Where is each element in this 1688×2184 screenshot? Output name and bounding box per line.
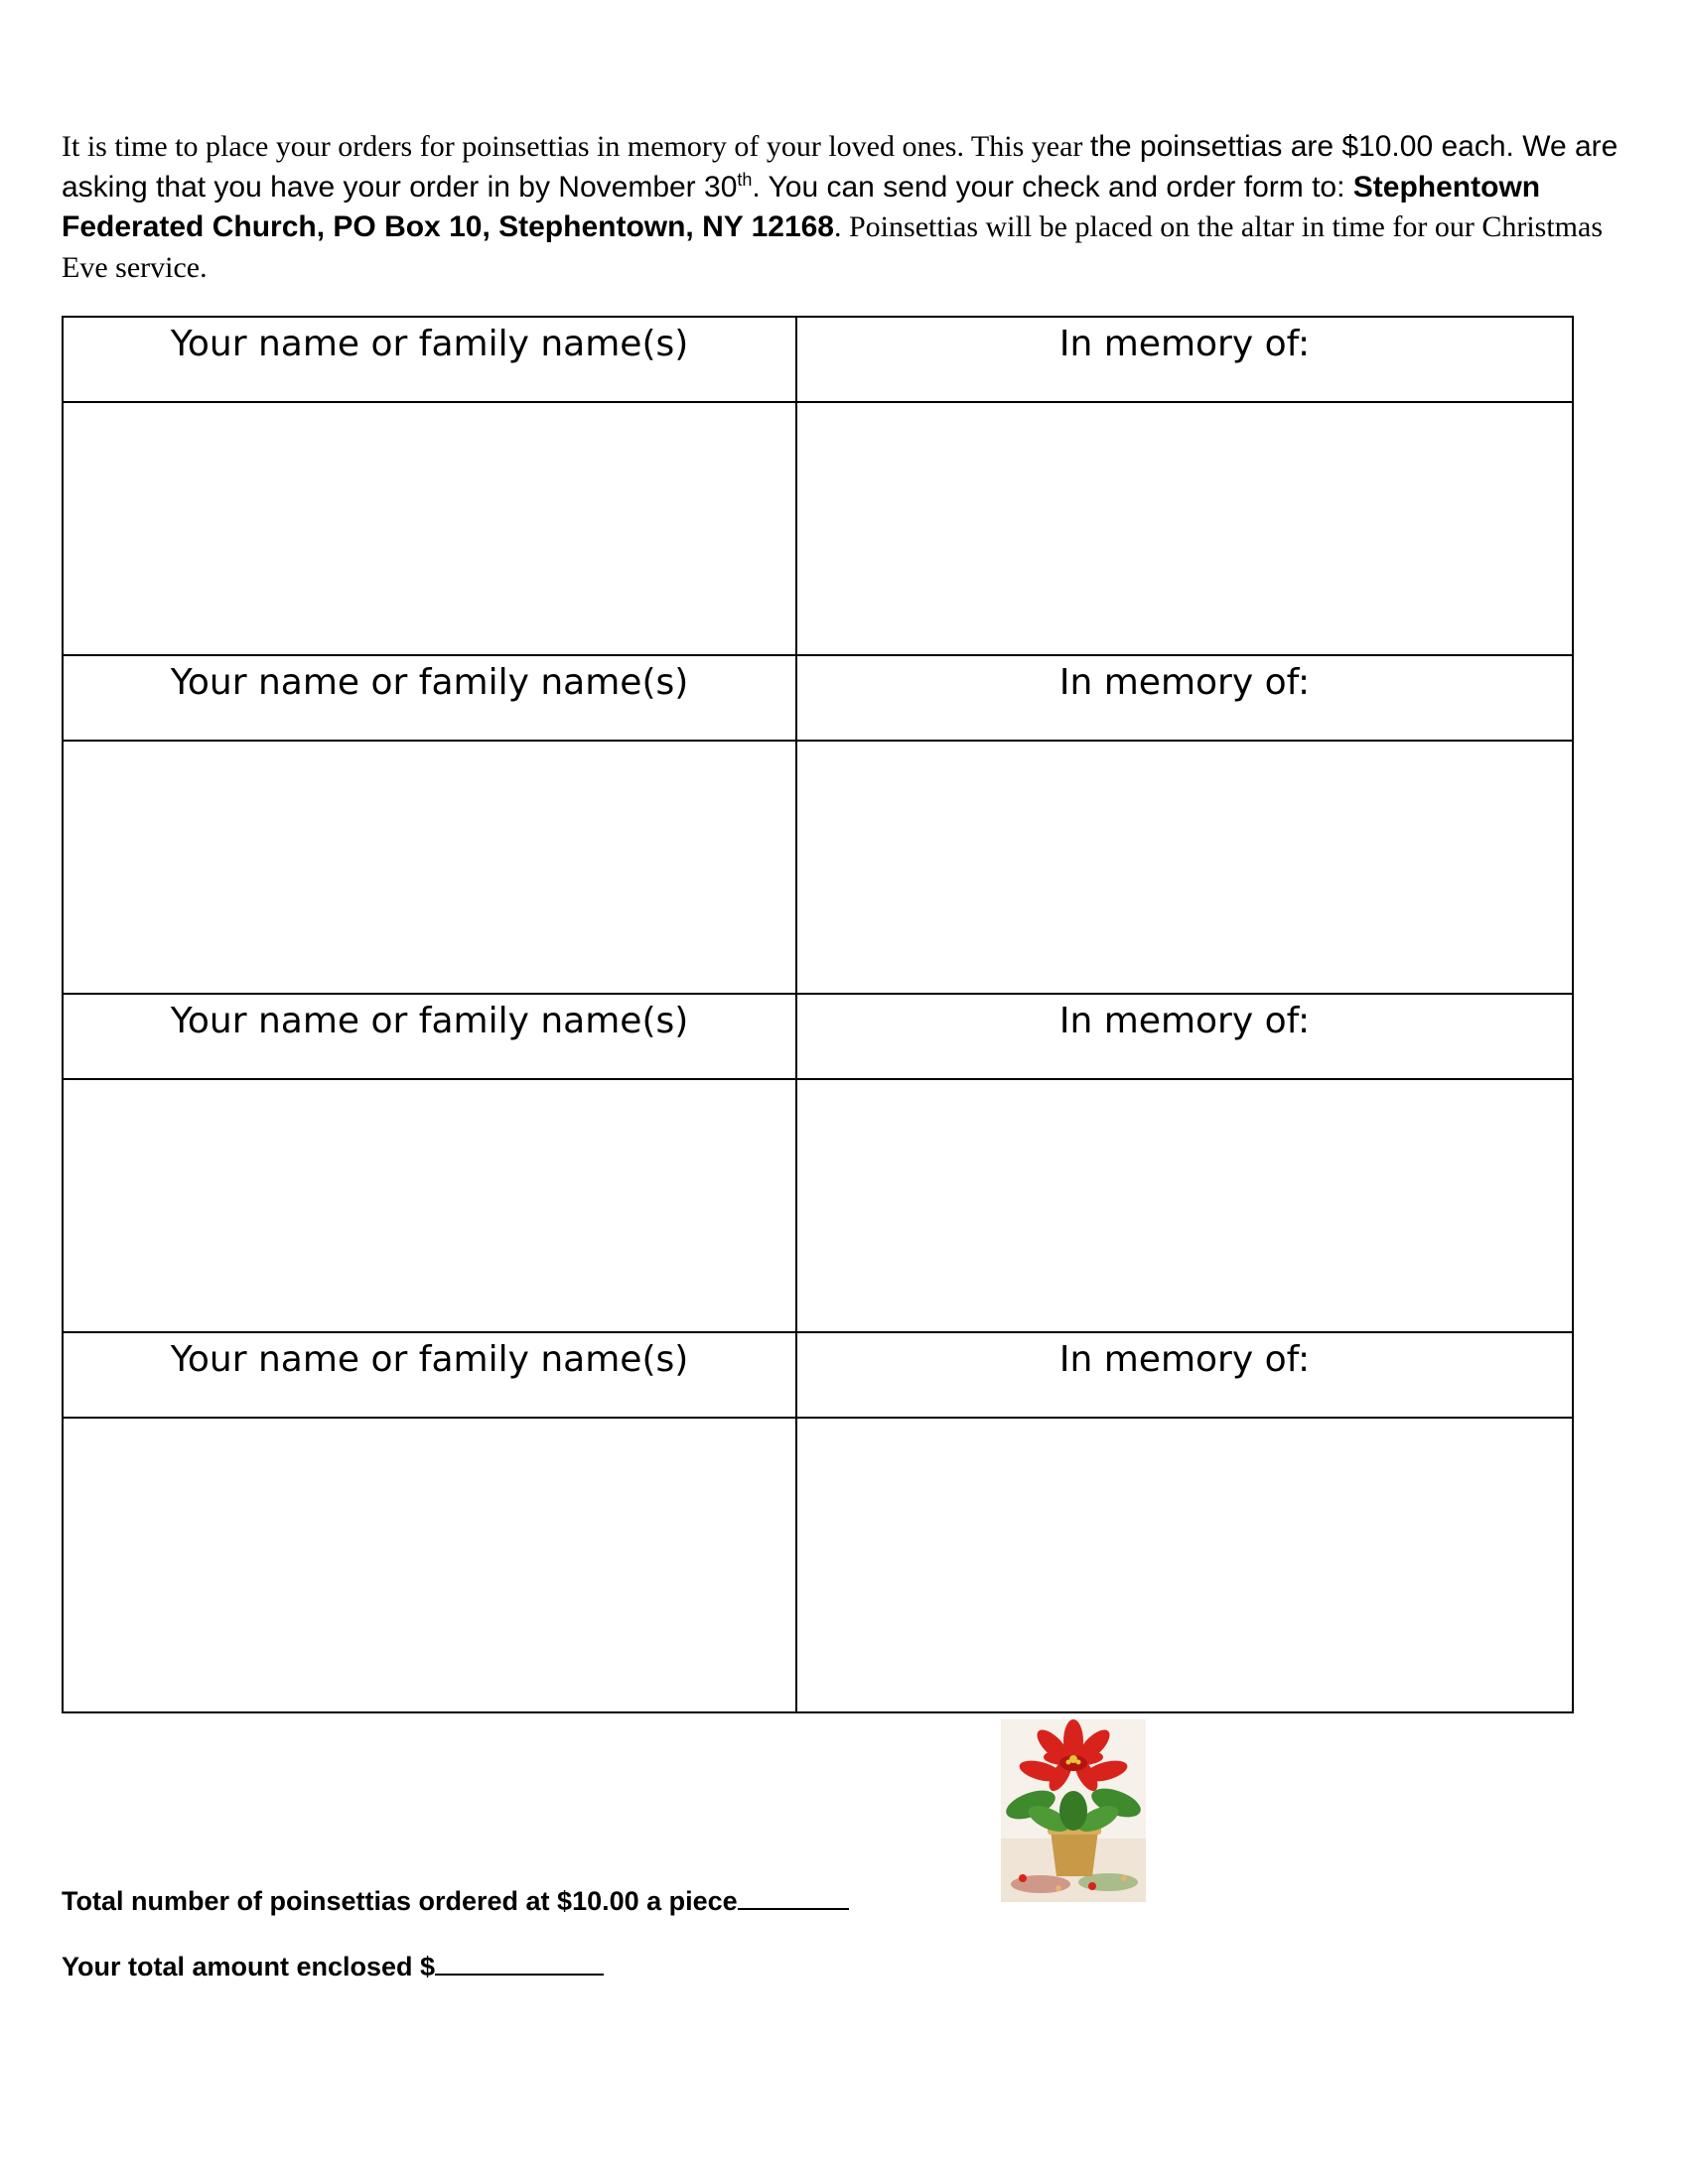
- name-header-cell: [63, 1332, 796, 1418]
- intro-text-3: . You can send your check and order form to:: [752, 170, 1353, 204]
- mailing-address: Stephentown Federated Church, PO Box 10, Stephentown, NY 12168: [62, 170, 1541, 243]
- memory-entry-field[interactable]: [796, 741, 1573, 994]
- form-entry-row: [63, 402, 1573, 655]
- form-header-row: [63, 994, 1573, 1079]
- name-header-label: Your name or family name(s): [170, 324, 689, 364]
- memory-header-cell: [796, 1332, 1573, 1418]
- name-entry-field[interactable]: [63, 1418, 796, 1712]
- total-amount-line: [62, 1952, 604, 1982]
- form-header-row: [63, 655, 1573, 741]
- total-amount-blank[interactable]: [435, 1952, 604, 1976]
- memory-header-label: In memory of:: [1058, 1339, 1311, 1380]
- memory-entry-field[interactable]: [796, 1079, 1573, 1332]
- total-number-line: [62, 1886, 849, 1917]
- total-number-label: Total number of poinsettias ordered at $10.00 a piece: [62, 1886, 738, 1916]
- form-entry-row: [63, 1079, 1573, 1332]
- name-header-label: Your name or family name(s): [170, 662, 689, 703]
- intro-paragraph: [62, 127, 1630, 288]
- intro-text-4: . Poinsettias will be placed on the altar in time for our Christmas Eve service.: [62, 210, 1604, 284]
- name-entry-field[interactable]: [63, 402, 796, 655]
- memory-header-label: In memory of:: [1058, 1001, 1311, 1041]
- form-entry-row: [63, 741, 1573, 994]
- memory-header-cell: [796, 317, 1573, 402]
- intro-text-1: It is time to place your orders for poinsettias in memory of your loved ones. This year: [62, 130, 1090, 163]
- intro-text-2-sup: th: [737, 169, 753, 190]
- memory-header-cell: [796, 994, 1573, 1079]
- memory-header-label: In memory of:: [1058, 662, 1311, 703]
- name-header-cell: [63, 317, 796, 402]
- total-amount-label: Your total amount enclosed $: [62, 1952, 436, 1981]
- order-form-table: [62, 316, 1574, 1713]
- intro-text-2: the poinsettias are $10.00 each. We are asking that you have your order in by November 30: [62, 130, 1618, 204]
- name-header-cell: [63, 994, 796, 1079]
- form-header-row: [63, 1332, 1573, 1418]
- total-number-blank[interactable]: [738, 1886, 849, 1910]
- name-header-label: Your name or family name(s): [170, 1339, 689, 1380]
- name-entry-field[interactable]: [63, 1079, 796, 1332]
- name-header-cell: [63, 655, 796, 741]
- memory-entry-field[interactable]: [796, 1418, 1573, 1712]
- memory-entry-field[interactable]: [796, 402, 1573, 655]
- form-header-row: [63, 317, 1573, 402]
- name-entry-field[interactable]: [63, 741, 796, 994]
- poinsettia-image: [1001, 1719, 1146, 1902]
- form-entry-row: [63, 1418, 1573, 1712]
- memory-header-cell: [796, 655, 1573, 741]
- memory-header-label: In memory of:: [1058, 324, 1311, 364]
- name-header-label: Your name or family name(s): [170, 1001, 689, 1041]
